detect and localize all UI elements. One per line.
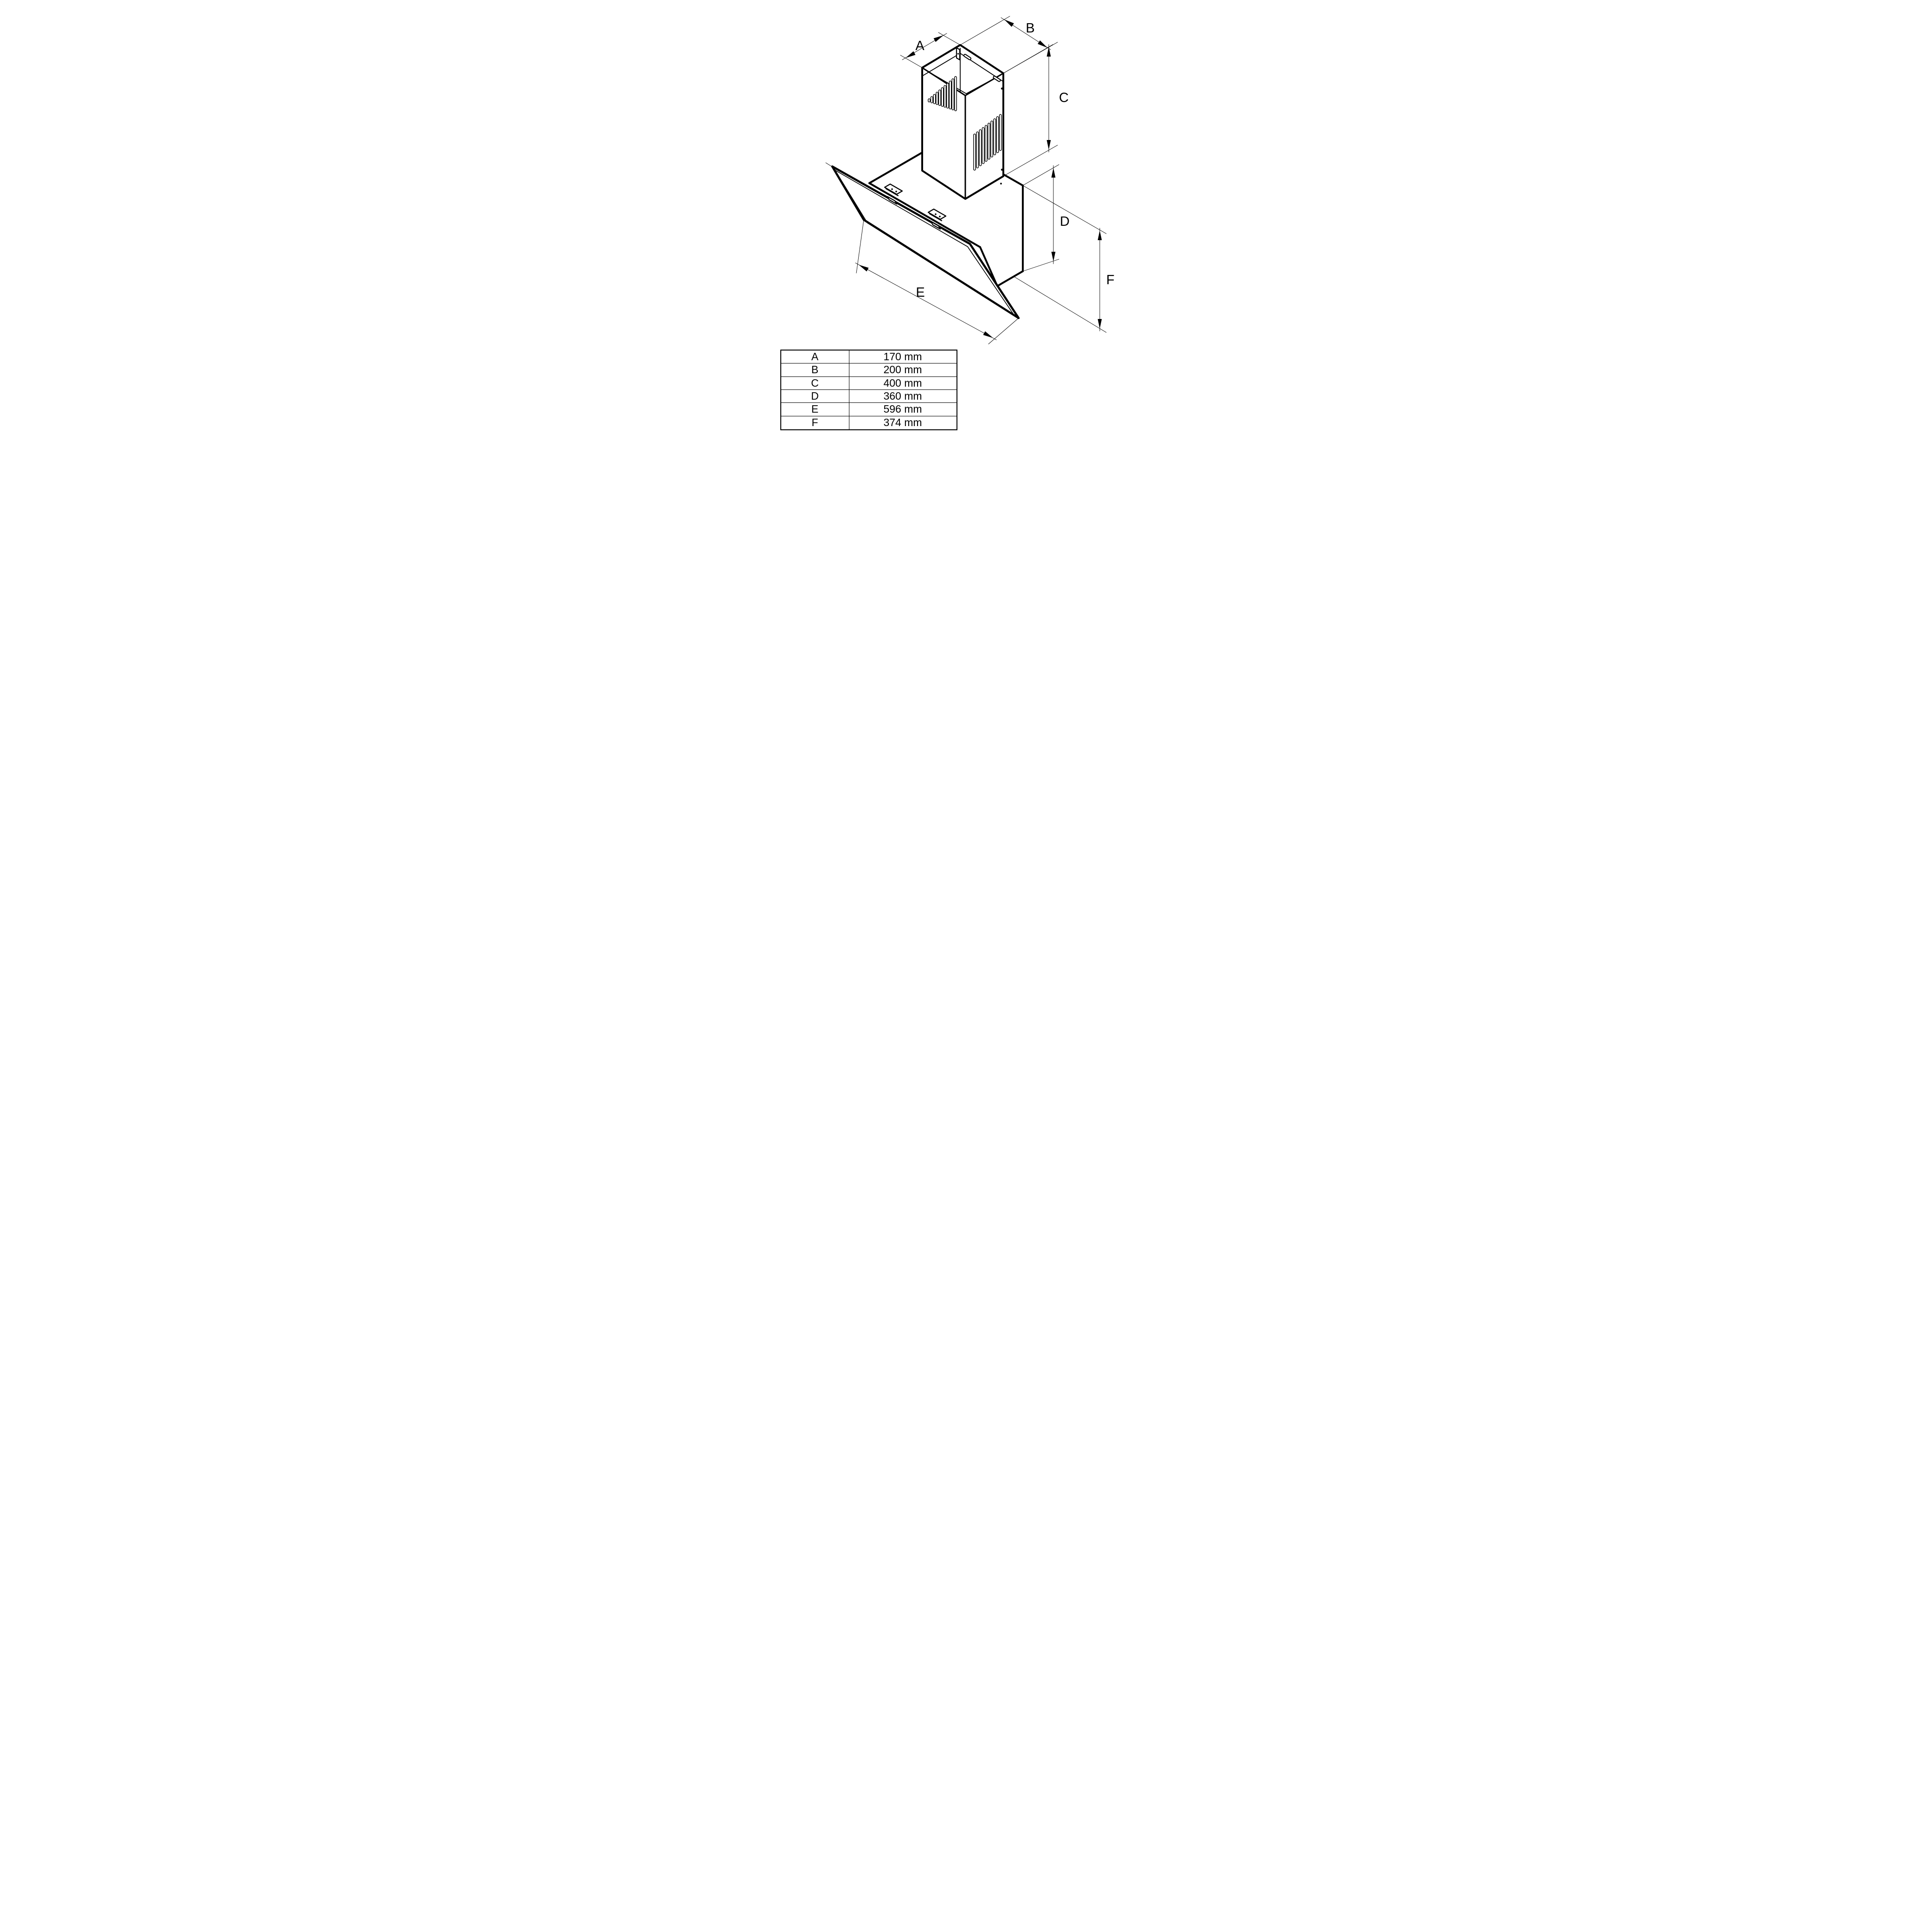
chimney-duct <box>922 45 1003 199</box>
table-cell-label: D <box>781 390 849 402</box>
dimension-e-label: E <box>915 285 925 300</box>
arrowhead <box>1051 252 1055 261</box>
extension-line <box>938 32 960 45</box>
table-cell-label: A <box>781 351 849 363</box>
glass-panel <box>832 166 1019 318</box>
table-row <box>781 377 956 390</box>
table-cell-value: 360 mm <box>883 390 922 402</box>
dimension-f-label: F <box>1106 273 1115 287</box>
hood-top-screw-hole <box>1000 183 1002 185</box>
arrowhead <box>1051 168 1055 178</box>
hood-rear-top-edge <box>1003 174 1023 185</box>
table-cell-label: F <box>781 416 849 429</box>
table-row <box>781 403 956 416</box>
corner-tab <box>956 48 960 60</box>
dimension-a-label: A <box>915 38 925 53</box>
drawing-page <box>734 0 1198 464</box>
dimension-c-label: C <box>1058 90 1069 105</box>
table-cell-label: B <box>781 363 849 376</box>
tab-hole <box>957 53 958 54</box>
hood-top-left-edge <box>869 153 922 183</box>
arrowhead <box>1004 19 1014 27</box>
extension-line <box>900 55 922 68</box>
extension-line <box>826 163 833 167</box>
arrowhead <box>1097 230 1102 240</box>
table-cell-value: 400 mm <box>883 376 922 389</box>
table-cell-value: 374 mm <box>883 416 922 429</box>
glass-outline <box>832 166 1019 318</box>
extension-line <box>1003 42 1058 73</box>
table-cell-value: 170 mm <box>883 351 922 363</box>
table-row <box>781 351 956 363</box>
arrowhead <box>933 35 943 42</box>
dimension-c <box>1003 42 1069 176</box>
arrowhead <box>859 265 869 272</box>
dimension-table <box>780 350 957 430</box>
extension-line <box>988 318 1019 344</box>
dimension-b-label: B <box>1025 21 1035 36</box>
arrowhead <box>1046 140 1051 150</box>
table-row <box>781 363 956 376</box>
chimney-screw-hole-upper <box>1001 88 1002 89</box>
table-row <box>781 390 956 403</box>
extension-line <box>856 220 864 273</box>
arrowhead <box>905 51 916 58</box>
arrowhead <box>1097 319 1102 329</box>
extension-line <box>1003 145 1058 176</box>
table-cell-value: 596 mm <box>883 403 922 415</box>
table-row <box>781 416 956 429</box>
extension-line <box>960 16 1010 45</box>
extension-line <box>1014 276 1106 332</box>
arrowhead <box>1038 40 1047 48</box>
table-cell-label: C <box>781 377 849 389</box>
table-cell-label: E <box>781 403 849 415</box>
table-cell-value: 200 mm <box>883 363 922 376</box>
hood-bottom-right-edge <box>997 271 1023 286</box>
dimension-d-label: D <box>1059 214 1070 229</box>
arrowhead <box>983 332 993 338</box>
chimney-screw-hole-lower <box>1001 169 1002 171</box>
dimension-d <box>1023 165 1070 271</box>
